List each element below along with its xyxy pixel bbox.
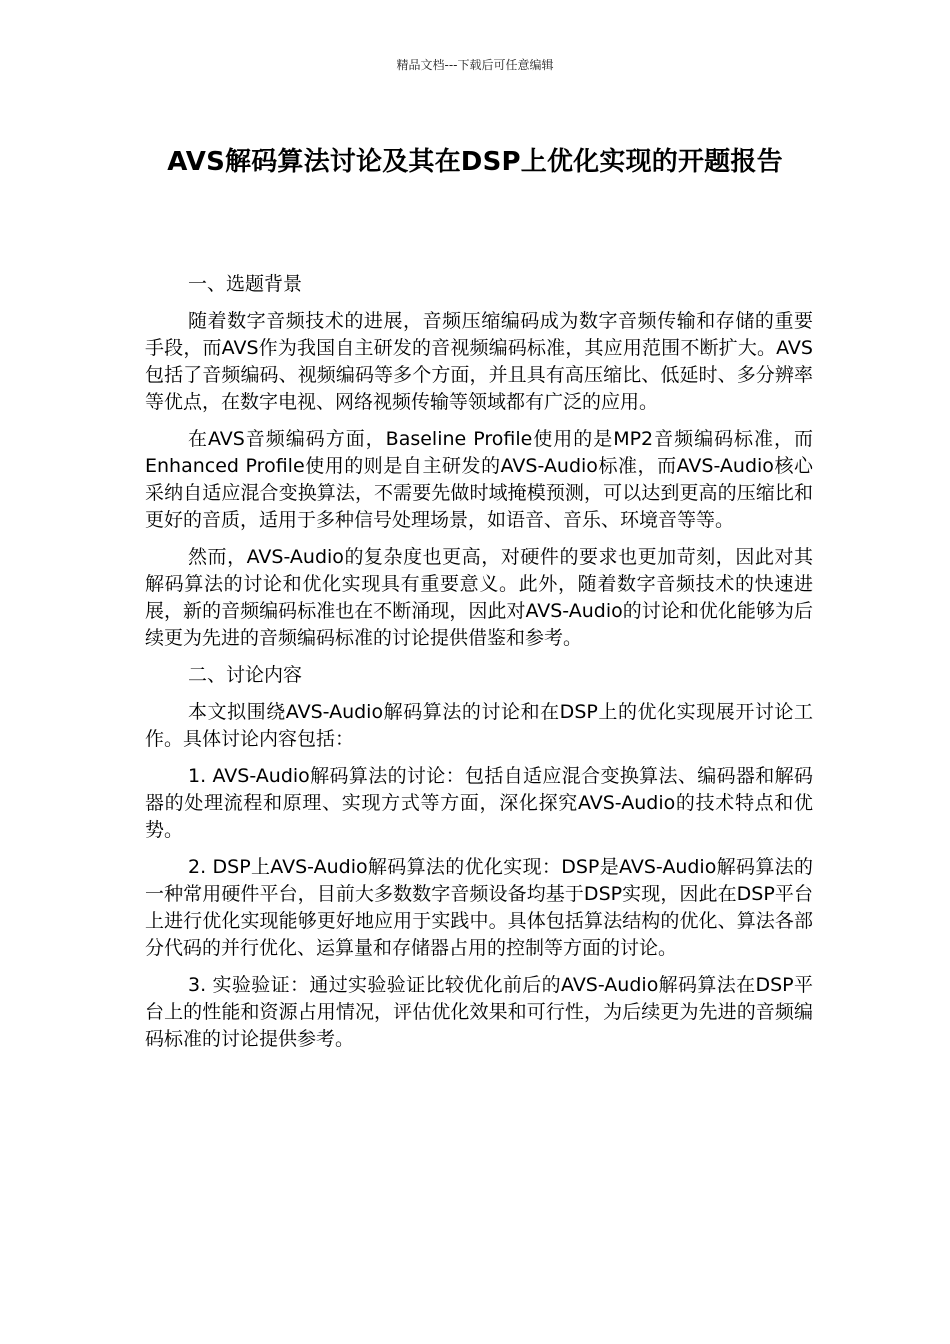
body-paragraph: 在AVS音频编码方面，Baseline Profile使用的是MP2音频编码标准，而Enhanced Profile使用的则是自主研发的AVS-Audio标准，而AVS-Audio核心采纳自适应混合变换算法，不需要先做时域掩模预测，可以达到更高的压缩比和更好的音质，适用于多种信号处理场景，如语音、音乐、环境音等等。 [145, 428, 813, 531]
list-item-paragraph: 1. AVS-Audio解码算法的讨论：包括自适应混合变换算法、编码器和解码器的处理流程和原理、实现方式等方面，深化探究AVS-Audio的技术特点和优势。 [145, 765, 813, 841]
document-title: AVS解码算法讨论及其在DSP上优化实现的开题报告 [167, 147, 783, 177]
section-heading-content: 二、讨论内容 [188, 664, 303, 686]
body-paragraph: 随着数字音频技术的进展，音频压缩编码成为数字音频传输和存储的重要手段，而AVS作为我国自主研发的音视频编码标准，其应用范围不断扩大。AVS包括了音频编码、视频编码等多个方面，并且具有高压缩比、低延时、多分辨率等优点，在数字电视、网络视频传输等领域都有广泛的应用。 [145, 310, 813, 413]
list-item-paragraph: 2. DSP上AVS-Audio解码算法的优化实现：DSP是AVS-Audio解码算法的一种常用硬件平台，目前大多数数字音频设备均基于DSP实现，因此在DSP平台上进行优化实现能够更好地应用于实践中。具体包括算法结构的优化、算法各部分代码的并行优化、运算量和存储器占用的控制等方面的讨论。 [145, 856, 813, 959]
list-item-paragraph: 3. 实验验证：通过实验验证比较优化前后的AVS-Audio解码算法在DSP平台上的性能和资源占用情况，评估优化效果和可行性，为后续更为先进的音频编码标准的讨论提供参考。 [145, 974, 813, 1050]
section-heading-background: 一、选题背景 [188, 273, 303, 295]
body-paragraph: 本文拟围绕AVS-Audio解码算法的讨论和在DSP上的优化实现展开讨论工作。具体讨论内容包括： [145, 701, 813, 750]
body-paragraph: 然而，AVS-Audio的复杂度也更高，对硬件的要求也更加苛刻，因此对其解码算法的讨论和优化实现具有重要意义。此外，随着数字音频技术的快速进展，新的音频编码标准也在不断涌现，因此对AVS-Audio的讨论和优化能够为后续更为先进的音频编码标准的讨论提供借鉴和参考。 [145, 546, 813, 649]
page-header: 精品文档---下载后可任意编辑 [396, 58, 554, 72]
document-body [145, 271, 813, 1063]
